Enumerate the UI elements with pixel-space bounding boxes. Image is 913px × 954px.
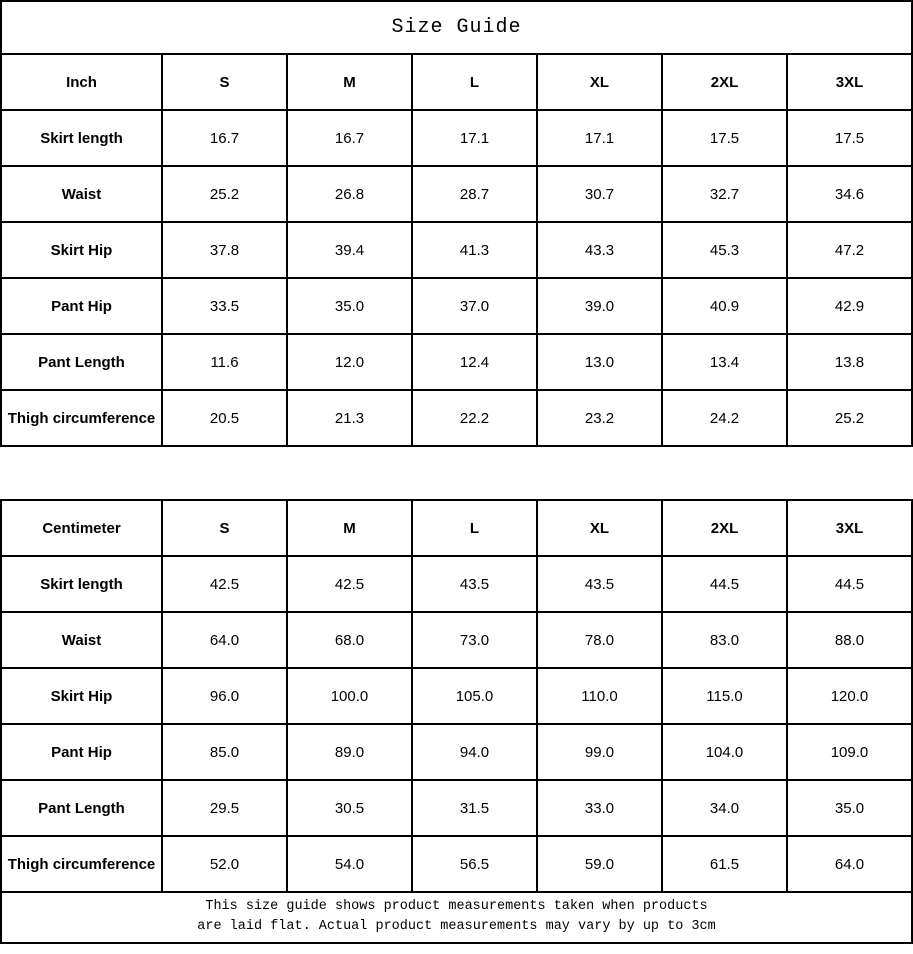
measurement-value-cell: 29.5	[162, 780, 287, 836]
measurement-value-cell: 54.0	[287, 836, 412, 892]
measurement-value-cell: 16.7	[287, 110, 412, 166]
size-header-cell: L	[412, 54, 537, 110]
measurement-value-cell: 105.0	[412, 668, 537, 724]
measurement-value-cell: 45.3	[662, 222, 787, 278]
measurement-value-cell: 17.1	[537, 110, 662, 166]
size-header-cell: 2XL	[662, 54, 787, 110]
unit-header-cell: Inch	[1, 54, 162, 110]
measurement-row	[1, 278, 912, 334]
measurement-value-cell: 39.4	[287, 222, 412, 278]
measurement-value-cell: 13.4	[662, 334, 787, 390]
measurement-value-cell: 17.1	[412, 110, 537, 166]
measurement-value-cell: 73.0	[412, 612, 537, 668]
measurement-value-cell: 109.0	[787, 724, 912, 780]
measurement-label-cell: Waist	[1, 166, 162, 222]
measurement-row	[1, 166, 912, 222]
measurement-value-cell: 78.0	[537, 612, 662, 668]
measurement-value-cell: 16.7	[162, 110, 287, 166]
measurement-row	[1, 556, 912, 612]
size-header-cell: M	[287, 500, 412, 556]
measurement-label-cell: Skirt Hip	[1, 222, 162, 278]
measurement-label-cell: Skirt length	[1, 556, 162, 612]
measurement-value-cell: 94.0	[412, 724, 537, 780]
measurement-value-cell: 30.5	[287, 780, 412, 836]
measurement-value-cell: 120.0	[787, 668, 912, 724]
measurement-value-cell: 17.5	[787, 110, 912, 166]
measurement-value-cell: 47.2	[787, 222, 912, 278]
measurement-value-cell: 13.8	[787, 334, 912, 390]
measurement-value-cell: 17.5	[662, 110, 787, 166]
measurement-value-cell: 25.2	[787, 390, 912, 446]
measurement-value-cell: 12.0	[287, 334, 412, 390]
measurement-value-cell: 43.5	[537, 556, 662, 612]
measurement-value-cell: 99.0	[537, 724, 662, 780]
measurement-value-cell: 56.5	[412, 836, 537, 892]
size-header-cell: XL	[537, 500, 662, 556]
measurement-value-cell: 100.0	[287, 668, 412, 724]
size-header-cell: S	[162, 54, 287, 110]
measurement-row	[1, 334, 912, 390]
measurement-value-cell: 39.0	[537, 278, 662, 334]
measurement-value-cell: 33.5	[162, 278, 287, 334]
measurement-label-cell: Pant Length	[1, 780, 162, 836]
size-header-cell: L	[412, 500, 537, 556]
measurement-label-cell: Pant Hip	[1, 278, 162, 334]
measurement-row	[1, 780, 912, 836]
measurement-value-cell: 31.5	[412, 780, 537, 836]
measurement-value-cell: 37.0	[412, 278, 537, 334]
measurement-value-cell: 52.0	[162, 836, 287, 892]
measurement-label-cell: Pant Hip	[1, 724, 162, 780]
measurement-value-cell: 26.8	[287, 166, 412, 222]
measurement-value-cell: 110.0	[537, 668, 662, 724]
measurement-value-cell: 104.0	[662, 724, 787, 780]
measurement-value-cell: 44.5	[787, 556, 912, 612]
measurement-value-cell: 43.5	[412, 556, 537, 612]
measurement-row	[1, 836, 912, 892]
measurement-value-cell: 28.7	[412, 166, 537, 222]
measurement-label-cell: Waist	[1, 612, 162, 668]
footer-note-line-1: This size guide shows product measurements taken when products	[205, 899, 708, 914]
size-header-row	[1, 54, 912, 110]
measurement-row	[1, 110, 912, 166]
measurement-value-cell: 35.0	[287, 278, 412, 334]
measurement-value-cell: 12.4	[412, 334, 537, 390]
size-header-cell: 3XL	[787, 54, 912, 110]
measurement-value-cell: 22.2	[412, 390, 537, 446]
measurement-value-cell: 96.0	[162, 668, 287, 724]
measurement-value-cell: 33.0	[537, 780, 662, 836]
measurement-value-cell: 64.0	[162, 612, 287, 668]
footer-note	[0, 891, 913, 944]
measurement-value-cell: 34.0	[662, 780, 787, 836]
page-title: Size Guide	[391, 16, 522, 39]
size-header-cell: 2XL	[662, 500, 787, 556]
measurement-value-cell: 30.7	[537, 166, 662, 222]
measurement-value-cell: 64.0	[787, 836, 912, 892]
measurement-value-cell: 85.0	[162, 724, 287, 780]
footer-note-line-2: are laid flat. Actual product measurements may vary by up to 3cm	[197, 918, 716, 934]
measurement-value-cell: 37.8	[162, 222, 287, 278]
measurement-value-cell: 59.0	[537, 836, 662, 892]
centimeter-size-table	[0, 499, 913, 893]
measurement-row	[1, 724, 912, 780]
table-gap	[0, 447, 913, 501]
measurement-label-cell: Pant Length	[1, 334, 162, 390]
measurement-value-cell: 35.0	[787, 780, 912, 836]
measurement-label-cell: Thigh circumference	[1, 836, 162, 892]
measurement-value-cell: 68.0	[287, 612, 412, 668]
measurement-value-cell: 115.0	[662, 668, 787, 724]
measurement-value-cell: 83.0	[662, 612, 787, 668]
measurement-label-cell: Thigh circumference	[1, 390, 162, 446]
measurement-value-cell: 13.0	[537, 334, 662, 390]
inch-size-table	[0, 53, 913, 447]
measurement-value-cell: 23.2	[537, 390, 662, 446]
measurement-label-cell: Skirt Hip	[1, 668, 162, 724]
measurement-row	[1, 222, 912, 278]
size-header-cell: XL	[537, 54, 662, 110]
measurement-label-cell: Skirt length	[1, 110, 162, 166]
measurement-value-cell: 41.3	[412, 222, 537, 278]
measurement-value-cell: 61.5	[662, 836, 787, 892]
measurement-value-cell: 42.5	[162, 556, 287, 612]
size-header-cell: 3XL	[787, 500, 912, 556]
measurement-value-cell: 24.2	[662, 390, 787, 446]
measurement-row	[1, 612, 912, 668]
measurement-value-cell: 21.3	[287, 390, 412, 446]
measurement-value-cell: 88.0	[787, 612, 912, 668]
size-header-cell: M	[287, 54, 412, 110]
measurement-value-cell: 42.5	[287, 556, 412, 612]
measurement-value-cell: 43.3	[537, 222, 662, 278]
measurement-value-cell: 25.2	[162, 166, 287, 222]
measurement-value-cell: 44.5	[662, 556, 787, 612]
size-header-row	[1, 500, 912, 556]
measurement-value-cell: 32.7	[662, 166, 787, 222]
measurement-value-cell: 20.5	[162, 390, 287, 446]
measurement-row	[1, 668, 912, 724]
measurement-value-cell: 89.0	[287, 724, 412, 780]
size-header-cell: S	[162, 500, 287, 556]
measurement-value-cell: 42.9	[787, 278, 912, 334]
measurement-value-cell: 34.6	[787, 166, 912, 222]
size-guide-title-box	[0, 0, 913, 55]
measurement-value-cell: 11.6	[162, 334, 287, 390]
unit-header-cell: Centimeter	[1, 500, 162, 556]
measurement-row	[1, 390, 912, 446]
measurement-value-cell: 40.9	[662, 278, 787, 334]
